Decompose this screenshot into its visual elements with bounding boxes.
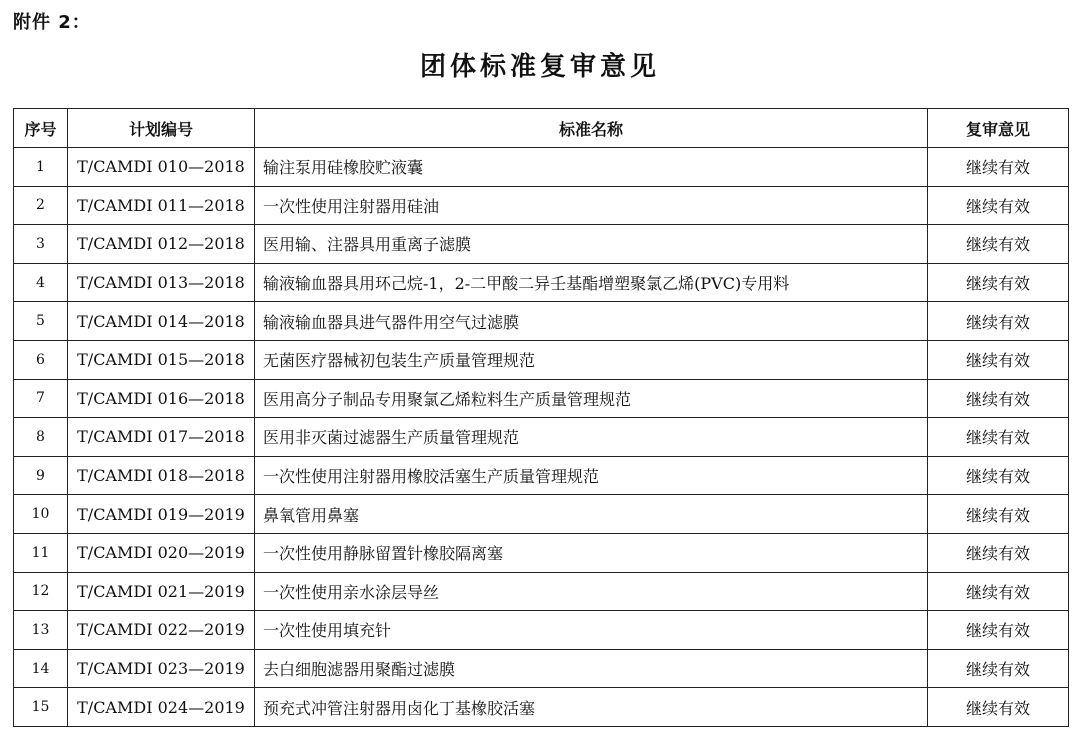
row-standard-name: 一次性使用静脉留置针橡胶隔离塞 <box>255 533 928 572</box>
row-review-opinion: 继续有效 <box>928 186 1069 225</box>
row-review-opinion: 继续有效 <box>928 302 1069 341</box>
row-standard-name: 预充式冲管注射器用卤化丁基橡胶活塞 <box>255 688 928 727</box>
table-row <box>14 533 1069 572</box>
table-row <box>14 340 1069 379</box>
header-standard-name: 标准名称 <box>255 109 928 148</box>
row-plan-code: T/CAMDI 015—2018 <box>68 340 255 379</box>
row-serial-no: 5 <box>14 302 68 341</box>
table-row <box>14 186 1069 225</box>
row-standard-name: 输液输血器具进气器件用空气过滤膜 <box>255 302 928 341</box>
standards-review-table <box>13 108 1069 727</box>
row-review-opinion: 继续有效 <box>928 418 1069 457</box>
attachment-label: 附件 2： <box>13 12 91 33</box>
row-review-opinion: 继续有效 <box>928 611 1069 650</box>
row-serial-no: 8 <box>14 418 68 457</box>
row-standard-name: 一次性使用注射器用橡胶活塞生产质量管理规范 <box>255 456 928 495</box>
row-review-opinion: 继续有效 <box>928 688 1069 727</box>
table-row <box>14 418 1069 457</box>
header-plan-code: 计划编号 <box>68 109 255 148</box>
row-plan-code: T/CAMDI 021—2019 <box>68 572 255 611</box>
row-plan-code: T/CAMDI 012—2018 <box>68 225 255 264</box>
row-serial-no: 12 <box>14 572 68 611</box>
table-row <box>14 688 1069 727</box>
table-row <box>14 148 1069 187</box>
row-serial-no: 7 <box>14 379 68 418</box>
row-plan-code: T/CAMDI 014—2018 <box>68 302 255 341</box>
row-standard-name: 无菌医疗器械初包装生产质量管理规范 <box>255 340 928 379</box>
row-plan-code: T/CAMDI 017—2018 <box>68 418 255 457</box>
row-plan-code: T/CAMDI 023—2019 <box>68 649 255 688</box>
row-serial-no: 11 <box>14 533 68 572</box>
row-serial-no: 1 <box>14 148 68 187</box>
table-row <box>14 495 1069 534</box>
row-plan-code: T/CAMDI 020—2019 <box>68 533 255 572</box>
row-plan-code: T/CAMDI 016—2018 <box>68 379 255 418</box>
row-serial-no: 15 <box>14 688 68 727</box>
row-serial-no: 2 <box>14 186 68 225</box>
row-review-opinion: 继续有效 <box>928 148 1069 187</box>
row-serial-no: 6 <box>14 340 68 379</box>
table-row <box>14 379 1069 418</box>
row-serial-no: 13 <box>14 611 68 650</box>
header-serial-no: 序号 <box>14 109 68 148</box>
table-row <box>14 456 1069 495</box>
row-standard-name: 鼻氧管用鼻塞 <box>255 495 928 534</box>
row-review-opinion: 继续有效 <box>928 456 1069 495</box>
row-plan-code: T/CAMDI 010—2018 <box>68 148 255 187</box>
table-row <box>14 572 1069 611</box>
table-row <box>14 263 1069 302</box>
row-review-opinion: 继续有效 <box>928 572 1069 611</box>
row-serial-no: 9 <box>14 456 68 495</box>
row-standard-name: 医用非灭菌过滤器生产质量管理规范 <box>255 418 928 457</box>
row-review-opinion: 继续有效 <box>928 340 1069 379</box>
row-serial-no: 10 <box>14 495 68 534</box>
table-row <box>14 302 1069 341</box>
row-standard-name: 一次性使用亲水涂层导丝 <box>255 572 928 611</box>
table-row <box>14 225 1069 264</box>
row-plan-code: T/CAMDI 018—2018 <box>68 456 255 495</box>
row-standard-name: 医用高分子制品专用聚氯乙烯粒料生产质量管理规范 <box>255 379 928 418</box>
row-review-opinion: 继续有效 <box>928 225 1069 264</box>
row-standard-name: 去白细胞滤器用聚酯过滤膜 <box>255 649 928 688</box>
row-review-opinion: 继续有效 <box>928 495 1069 534</box>
row-standard-name: 输注泵用硅橡胶贮液囊 <box>255 148 928 187</box>
page-title: 团体标准复审意见 <box>419 52 660 82</box>
row-review-opinion: 继续有效 <box>928 379 1069 418</box>
row-serial-no: 14 <box>14 649 68 688</box>
row-review-opinion: 继续有效 <box>928 263 1069 302</box>
row-standard-name: 医用输、注器具用重离子滤膜 <box>255 225 928 264</box>
row-serial-no: 3 <box>14 225 68 264</box>
row-plan-code: T/CAMDI 022—2019 <box>68 611 255 650</box>
header-review-opinion: 复审意见 <box>928 109 1069 148</box>
table-header-row <box>14 109 1069 148</box>
row-plan-code: T/CAMDI 011—2018 <box>68 186 255 225</box>
table-row <box>14 611 1069 650</box>
row-standard-name: 一次性使用填充针 <box>255 611 928 650</box>
row-serial-no: 4 <box>14 263 68 302</box>
table-row <box>14 649 1069 688</box>
row-plan-code: T/CAMDI 024—2019 <box>68 688 255 727</box>
row-review-opinion: 继续有效 <box>928 533 1069 572</box>
row-plan-code: T/CAMDI 019—2019 <box>68 495 255 534</box>
row-plan-code: T/CAMDI 013—2018 <box>68 263 255 302</box>
row-standard-name: 一次性使用注射器用硅油 <box>255 186 928 225</box>
row-review-opinion: 继续有效 <box>928 649 1069 688</box>
row-standard-name: 输液输血器具用环己烷-1，2-二甲酸二异壬基酯增塑聚氯乙烯(PVC)专用料 <box>255 263 928 302</box>
